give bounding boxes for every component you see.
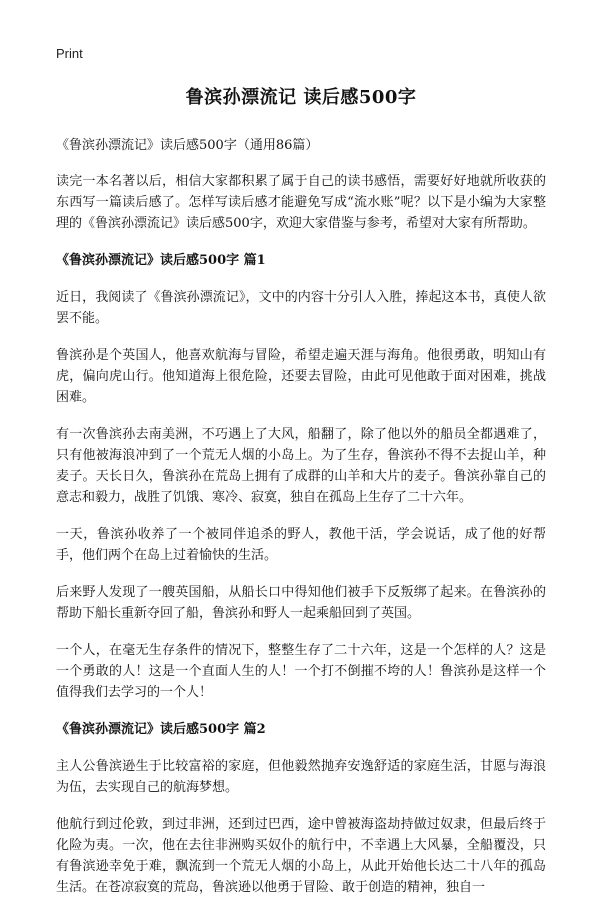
section-heading-1: 《鲁滨孙漂流记》读后感500字 篇1 (56, 253, 266, 268)
section-1-paragraph-6: 一个人，在毫无生存条件的情况下，整整生存了二十六年，这是一个怎样的人？这是一个勇敢的人！这是一个直面人生的人！一个打不倒摧不垮的人！鲁滨孙是这样一个值得我们去学习的一个人！ (56, 643, 546, 700)
section-1-paragraph-1: 近日，我阅读了《鲁滨孙漂流记》，文中的内容十分引人入胜，捧起这本书，真使人欲罢不能。 (56, 290, 546, 326)
section-1-paragraph-5: 后来野人发现了一艘英国船，从船长口中得知他们被手下反叛绑了起来。在鲁滨孙的帮助下船长重新夺回了船，鲁滨孙和野人一起乘船回到了英国。 (56, 585, 546, 621)
section-2-paragraph-2: 他航行到过伦敦，到过非洲，还到过巴西，途中曾被海盗劫持做过奴隶，但最后终于化险为夷。一次，他在去往非洲购买奴仆的航行中，不幸遇上大风暴，全船覆没，只有鲁滨逊幸免于难，飘流到一个荒无人烟的小岛上，从此开始他长达二十八年的孤岛生活。在苍凉寂寞的荒岛，鲁滨逊以他勇于冒险、敢于创造的精神，独自一 (56, 817, 546, 895)
intro-paragraph: 读完一本名著以后，相信大家都积累了属于自己的读书感悟，需要好好地就所收获的东西写一篇读后感了。怎样写读后感才能避免写成“流水账”呢？以下是小编为大家整理的《鲁滨孙漂流记》读后感500字，欢迎大家借鉴与参考，希望对大家有所帮助。 (56, 174, 546, 231)
section-1-paragraph-3: 有一次鲁滨孙去南美洲，不巧遇上了大风，船翻了，除了他以外的船员全都遇难了，只有他被海浪冲到了一个荒无人烟的小岛上。为了生存，鲁滨孙不得不去捉山羊，种麦子。天长日久，鲁滨孙在荒岛上拥有了成群的山羊和大片的麦子。鲁滨孙靠自己的意志和毅力，战胜了饥饿、寒冷、寂寞，独自在孤岛上生存了二十六年。 (56, 427, 546, 505)
section-heading-2: 《鲁滨孙漂流记》读后感500字 篇2 (56, 722, 266, 737)
section-1-paragraph-2: 鲁滨孙是个英国人，他喜欢航海与冒险，希望走遍天涯与海角。他很勇敢，明知山有虎，偏向虎山行。他知道海上很危险，还要去冒险，由此可见他敢于面对困难，挑战困难。 (56, 348, 546, 405)
document-title: 鲁滨孙漂流记 读后感500字 (185, 87, 417, 108)
section-2-paragraph-1: 主人公鲁滨逊生于比较富裕的家庭，但他毅然抛弃安逸舒适的家庭生活，甘愿与海浪为伍，去实现自己的航海梦想。 (56, 759, 546, 795)
section-1-paragraph-4: 一天，鲁滨孙收养了一个被同伴追杀的野人，教他干活，学会说话，成了他的好帮手，他们两个在岛上过着愉快的生活。 (56, 527, 546, 563)
print-link[interactable]: Print (56, 46, 83, 61)
document-subtitle: 《鲁滨孙漂流记》读后感500字（通用86篇） (56, 138, 319, 153)
